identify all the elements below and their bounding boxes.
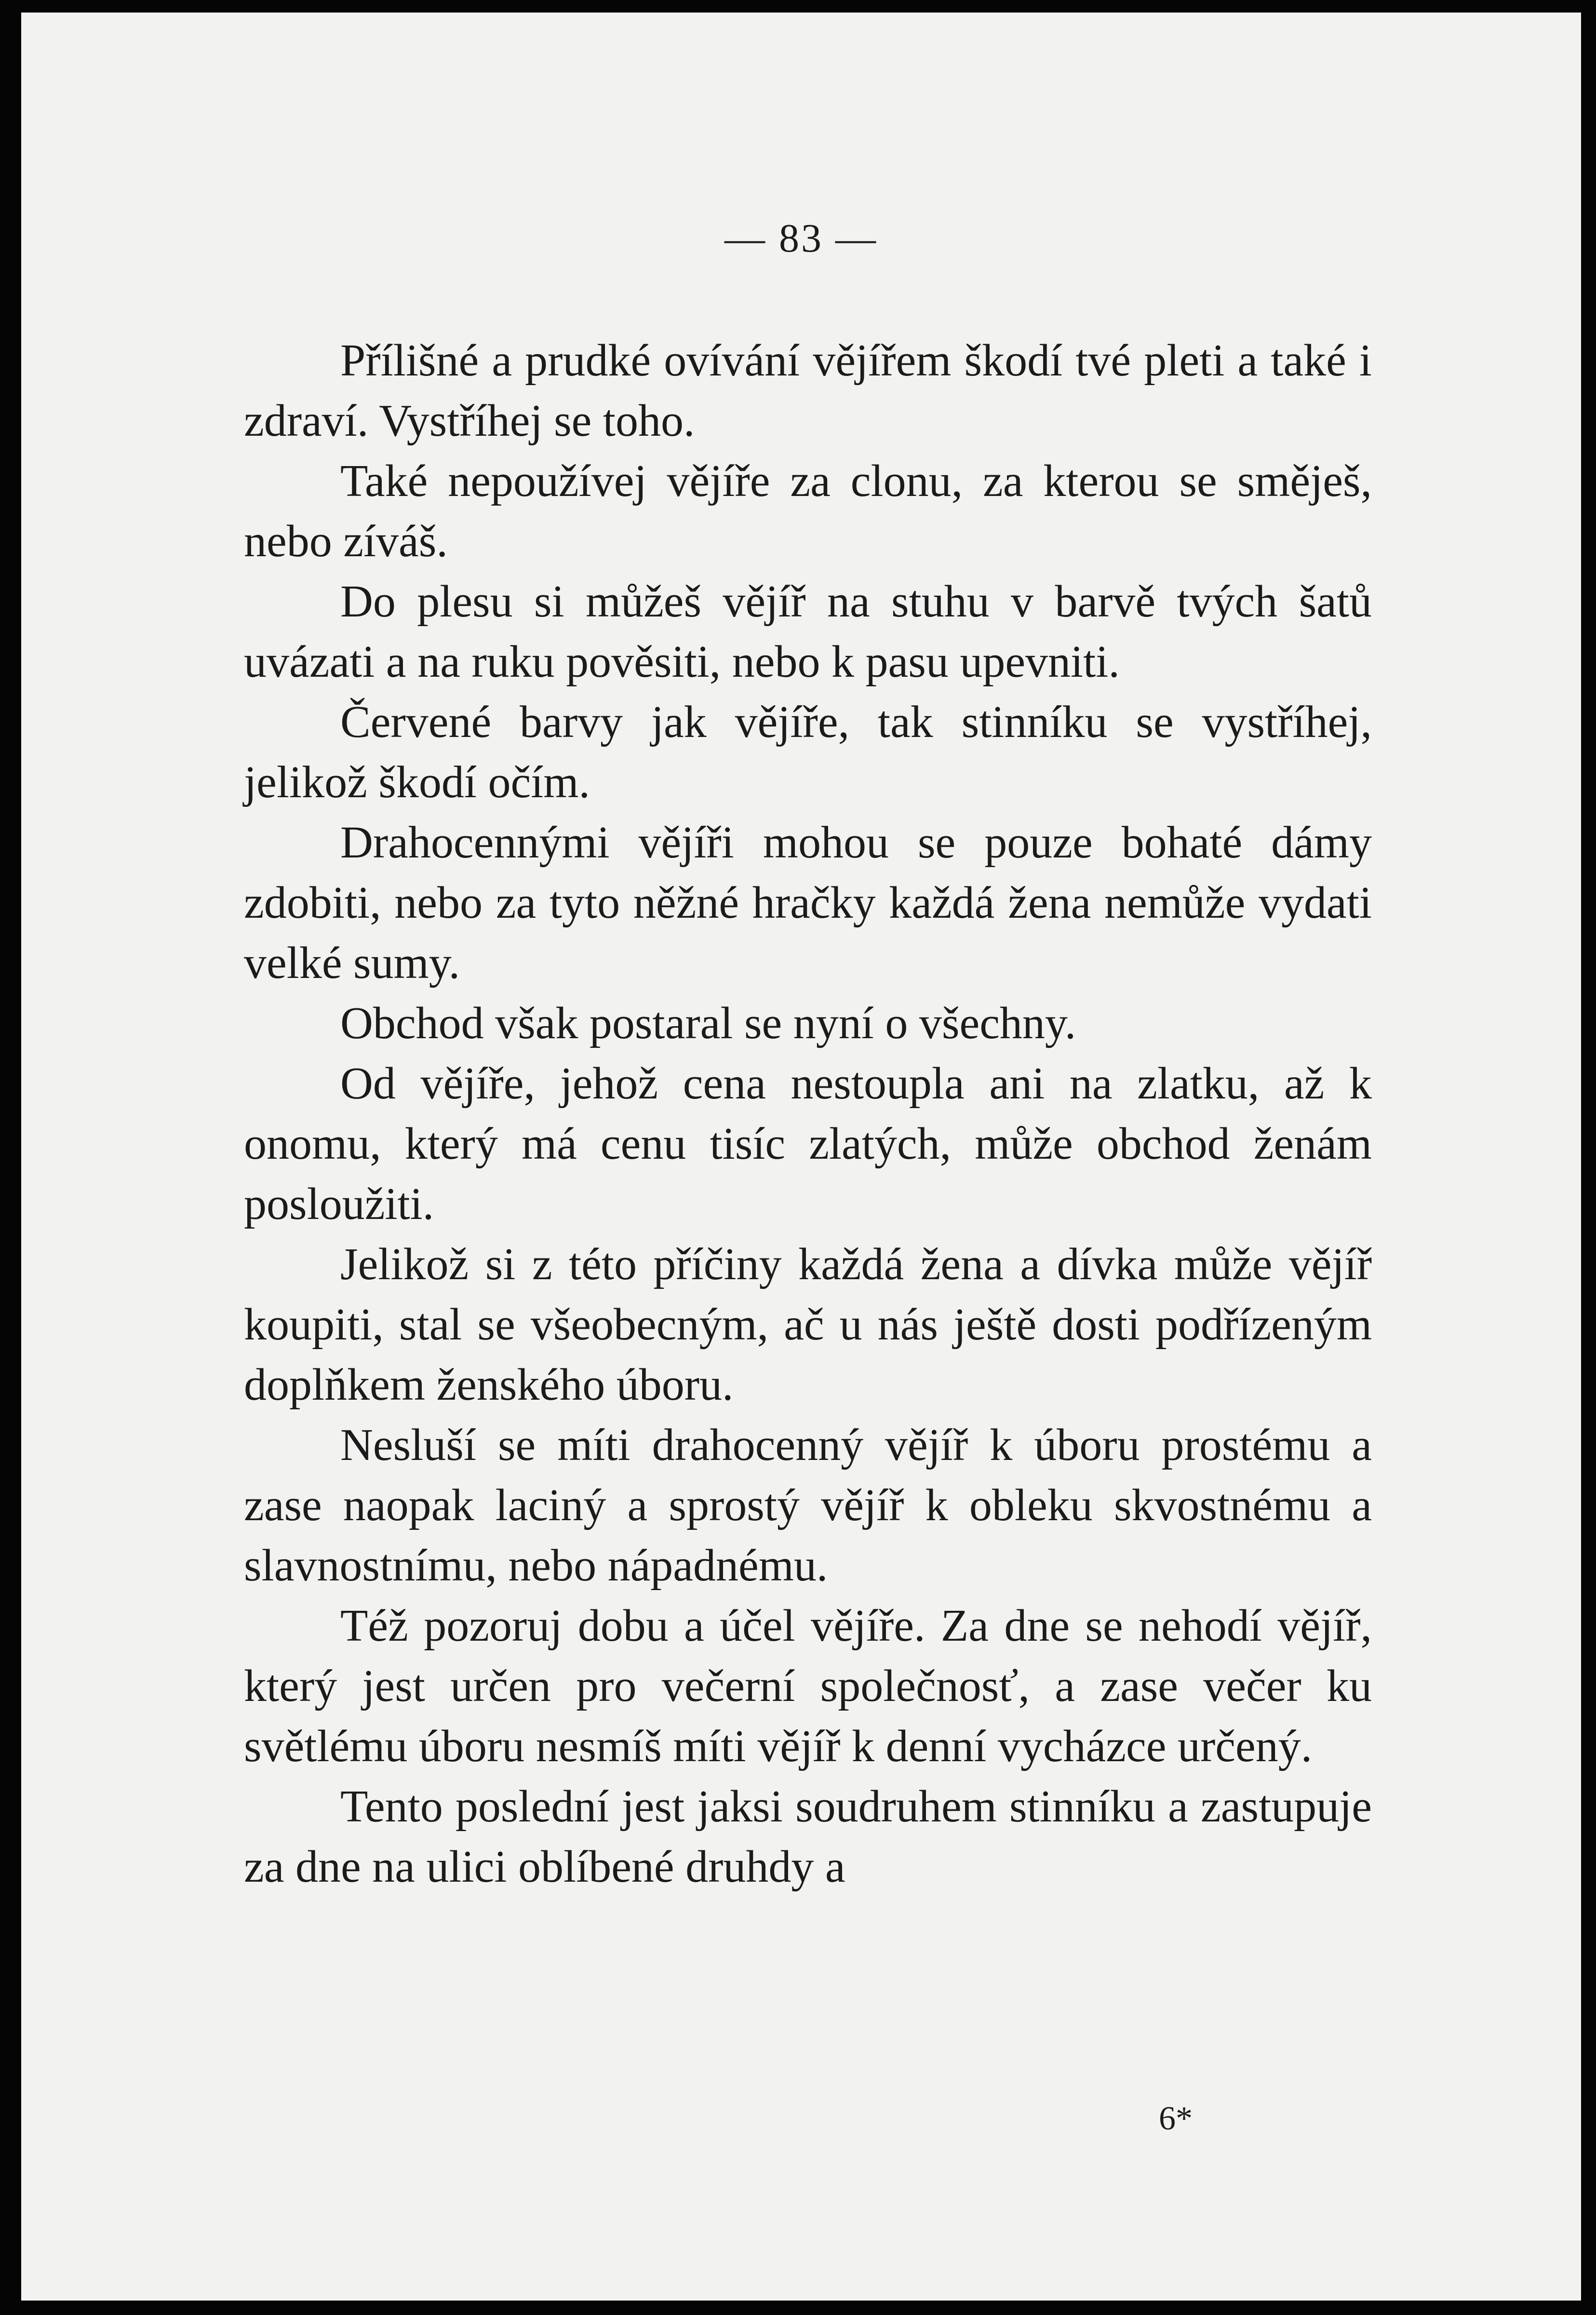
paragraph-1: Přílišné a prudké ovívání vějířem škodí tvé pleti a také i zdraví. Vystříhej se toho. — [244, 335, 1372, 446]
book-page — [21, 13, 1581, 2301]
scan-border-bottom — [0, 2301, 1596, 2315]
paragraph-5: Drahocennými vějíři mohou se pouze bohaté dámy zdobiti, nebo za tyto něžné hračky každá žena nemůže vydati velké sumy. — [244, 817, 1372, 988]
scan-border-top — [0, 0, 1596, 13]
paragraph-6: Obchod však postaral se nyní o všechny. — [340, 998, 1076, 1048]
paragraph-8: Jelikož si z této příčiny každá žena a dívka může vějíř koupiti, stal se všeobecným, ač u nás ještě dosti podřízeným doplňkem ženského úboru. — [244, 1239, 1372, 1410]
paragraph-11: Tento poslední jest jaksi soudruhem stinníku a zastupuje za dne na ulici oblíbené druhdy a — [244, 1781, 1372, 1892]
scan-border-right — [1581, 0, 1596, 2315]
paragraph-2: Také nepoužívej vějíře za clonu, za kterou se směješ, nebo zíváš. — [244, 456, 1372, 566]
scan-border-left — [0, 0, 21, 2315]
page-number: — 83 — — [724, 216, 878, 261]
paragraph-10: Též pozoruj dobu a účel vějíře. Za dne se nehodí vějíř, který jest určen pro večerní společnosť, a zase večer ku světlému úboru nesmíš míti vějíř k denní vycházce určený. — [244, 1601, 1372, 1771]
paragraph-4: Červené barvy jak vějíře, tak stinníku se vystříhej, jelikož škodí očím. — [244, 697, 1372, 807]
paragraph-3: Do plesu si můžeš vějíř na stuhu v barvě tvých šatů uvázati a na ruku pověsiti, nebo k pasu upevniti. — [244, 576, 1372, 687]
paragraph-9: Nesluší se míti drahocenný vějíř k úboru prostému a zase naopak laciný a sprostý vějíř k obleku skvostnému a slavnostnímu, nebo nápadnému. — [244, 1420, 1372, 1591]
printer-signature-mark: 6* — [1159, 2100, 1193, 2137]
paragraph-7: Od vějíře, jehož cena nestoupla ani na zlatku, až k onomu, který má cenu tisíc zlatých, může obchod ženám posloužiti. — [244, 1058, 1372, 1229]
body-text — [244, 331, 1372, 1897]
